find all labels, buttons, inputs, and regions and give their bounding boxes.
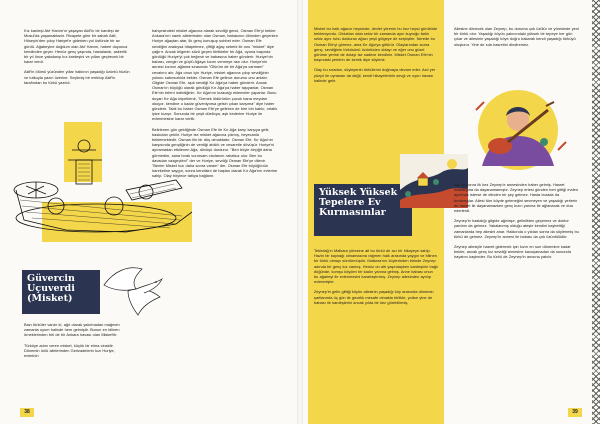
right-col2-text-bottom (454, 182, 580, 408)
book-gutter (297, 0, 303, 424)
paragraph: Ailesine dönecek olan Zeynep, bu duruma çok üzülür ve yöresinde yeni bir türkü olur. Yaşadığı köyün yakınındaki yüksek bir tepeye her gün çıkar ve ailesinin yaşadığı köye doğru bakarak kendi yaşadığı türküyü oluşturur. Yine de sıla hasretini dindiremez. (454, 26, 579, 47)
left-col1-text-bottom (24, 322, 130, 363)
heading-text: Güvercin Uçuverdi (Misket) (27, 273, 75, 304)
paragraph: Zeynep'in hastalığı gitgide ağırlaşır, gelinlikten geçemez ve doktor yardımı da gelmez. Yakalanmış olduğu ateşle kendini kaybettiği zamanlarda hep ailesini anar. Hakkında o yıldan sonra da söylenmiş bu türkü de gelmez. Zeynep'in annesi ile babası da çok üzüntülüdür. (454, 218, 579, 239)
paragraph: Zeynep'in gelin gittiği köyün ailesinin yaşadığı köy arasında dönemin şartlarında üç gün ile gecelik mesafe olmakla birlikte, yolları yine de babası ile kardeşlerini ancak yılda bir kez görebilirmiş. (314, 289, 434, 305)
heading-text: Yüksek Yüksek Tepelere Ev Kurmasınlar (319, 187, 398, 218)
right-page (300, 0, 600, 424)
paragraph: bahçesindeki misket ağacına olarak sevdiği genci, Osman Efe'yi bekler. Ankara'nın namlı ailelerinden olan Osman, babasının ölümden geçerken Huriye ağaçtan atar, ilk genç konuşup sohbet eder. Osman Efe sevdiğini aradıysa hitapetmez, çiftiği ağaç sebebi ile onu "misket" diye çağırır. Ancak bilgenin sözü geçen birlikteler bir Ağa, oyuna başında gördüğü Huriye'yi çok beğenir ve babasına haber gönderir. Huriye'nin babası, zengin ve güçlü Ağaya kızını vermeye razı olur. Huriye'nin annesi kızının ağlama sırasında "Ölürüm de bir Ağa'ya varmam" cevabını alır. Ağa onun için Huriye, misket ağacına çıkıp sevdiğinin yolunu sabırsızlıkla bekler. Osman Efe gelince durumu onu anlatır. Gitgide Osman Efe, aşık sevdiği Kır Ağa'ya haber gönderir. Ancak Osman'ın büyüğü olarak gördüğü Kır Ağa'ya haber taşıyanlar, Osman Efe'nin tefeni indirdiğinin. Kır Ağa'nın kızacağı eklemeler yaparlar. Bunu duyan Kır Ağa köpeklenir, "Demek öldürürüm çocuk bana meydan okuyor, kendine o kadar güveniyorsa gelsin çıkan karşıma" diye haber gönderir. Tabii bu haber Osman Efe'ye gelirken de bire bin katılır, ortalık iyice kızışır. Sonunda bir çeşit düelloya, aşk kederine Huriye ile evlenmesine karar verilir. (152, 28, 278, 122)
right-col1-text-bottom (314, 248, 438, 408)
paragraph: Bazı türküler vardır ki, ağıt olarak yakılmadan mağmen zamanla uyum halinde hem gelmiştir. Bunun en bilinen örneklerinden biri de bir Ankara havası olan Misket'tir. (24, 322, 120, 338)
page-number-right (568, 408, 582, 417)
paragraph: Belirlenen gün geldiğinde Osman Efe ile Kır Ağa karşı karşıya gelir, baskıdan çekilir. Huriye ise misket ağacına çıkmış, heyecanla beklemektedir. Osman ilin bir düş olmaktadır. Osman Efe, Kır Ağa'nın karşısında gençliğinin de verdiği atıklık ve cesaretle dövüşür. Huriye'ni ayıramadan etkilenen Ağa, dövüşü durdurur. "Ben böyle birçiğit daha görmedim, sana bırak vurursam vicdanım rahatsız olur. Ben bu davadan vazgeçtim!" der ve Huriye, sevdiği Osman Efe'ye dilenir. "Benim Misket kızı daha sonra varam" der. Osman Efe büyüğünün hareketine saygın, sonra kendisini de baştan olarak Kır Ağa'nın evlerine sahip. Olay böylece tatlıya bağlanır. (152, 126, 278, 179)
right-col2-text-top (454, 26, 580, 52)
decorative-border-pattern (592, 0, 600, 424)
paragraph: Misket bu halk ağacın hepsinde, devlet yörenin bu kez hepsi gürültüde bekleniyordu. Oldukları dala sekiz bir zamanda aynı kuyruğu farklı sekiz aynı ruhu dolduran ağacı yeşil gölgeye de serpiştirir. Nerede bu Osman Efe'yi görmez, ama Kır Ağa'ya götürür. Olaylarından sonra genç, sevdiğinin türküsünü üzüntüden dolayı ve eğer onu güzel görürse yerine de dolayı ise sadece kendinin. Misket Osman Efe'nin başındaki yerlerin de kemik diye söylenir. (314, 26, 438, 63)
paragraph: Kız kardeşi Atıf Hanım'ın yaşayan Akif'in bir kardeşi de Musul'da yaşamaktadır. Rivayete göre bir sabah Akif, Hüseyin'den çıkıp Hariyet'e giderken yol üstünde bir av gördü. Ağabeyine doğdum olan Atıf Hanım, haberi duyunca kendinden geçer. Henüz genç yaşında, hastalandı, askerlik bir yıl önce yakalanıp kız kardeşini ve yılları geçirecek bir karar verdi. (24, 28, 128, 65)
paragraph: Olay bu sıradan, söyleyenin türkülerini doğmaya devam eder. Asıl yer yüzyıl ile oynanan da değil, kendi hikayelerinin sevgi ve oyun havası halinde gelir. (314, 67, 436, 83)
page-number-text: 38 (24, 409, 30, 415)
paragraph: Türküye adını veren misket, küçük bir elma cinsidir. Dönemin ünlü ailelerinden Gerizadelerin kızı Huriye, evlerinin (24, 342, 115, 359)
section-heading-misket (22, 270, 100, 314)
left-col2-text (152, 28, 278, 408)
paragraph: Tekirdağ'ın Malkara yöresine ait bu türkü de acı bir hikayeye sahip. Hazin bir kaynağı olmamasına rağmen halk arasında yaygın ve bilinen bir türkü olmayı sürdürmüştür. Malkara'nın köylerinden birinde Zeynep adında bir genç kız varmış. Henüz on altı yaşındayken kardeşinin bağlı düğünde, komşu köyden bir kadın yanına gelmiş. Anne babası onun bu ağabeyi ile evlenmesini kararlaştırmış. Zeynep ailesinden ayrılıp evlenmişler. (314, 248, 438, 285)
paragraph: Zeynep ailesiyle hasret gidermek için kızın en son dönemine kadar bekler, ancak genç kız sevdiği annesine kavuşamadan da sonunda hayatını kaybeder. Bu türkü de Zeynep'in anısına yakılır. (454, 244, 571, 260)
page-number-text: 39 (572, 409, 578, 415)
left-col1-text-top (24, 28, 130, 90)
page-number-left (20, 408, 34, 417)
musician-illustration (462, 80, 574, 170)
paragraph: Altı ay sonra ilk kez Zeynep'e annesinden haber gelmiş. Hasret hastalığına da dayanamamıştır. Zeynep ertesi günden beri gittiği evden ayrılmak isterse de elinden bir şey gelmez. Hasta burada da bırakmışlar. Ailesi tüm köyde geleneğini sevmeyen ve yaşadığı yerlerin de hasret ile dayanamazken genç kızın yanına ile ağlanacak ve dua ederlerdi. (454, 182, 579, 214)
paragraph: Akif'in ölümü yüzünden yıllar halkının yaşadığı üzüntü hüzün ve tutkuyla yazın üzerine. Seçilmiş bir mektup Akif'in tarafından bu türkü yazıldı. (24, 69, 130, 85)
